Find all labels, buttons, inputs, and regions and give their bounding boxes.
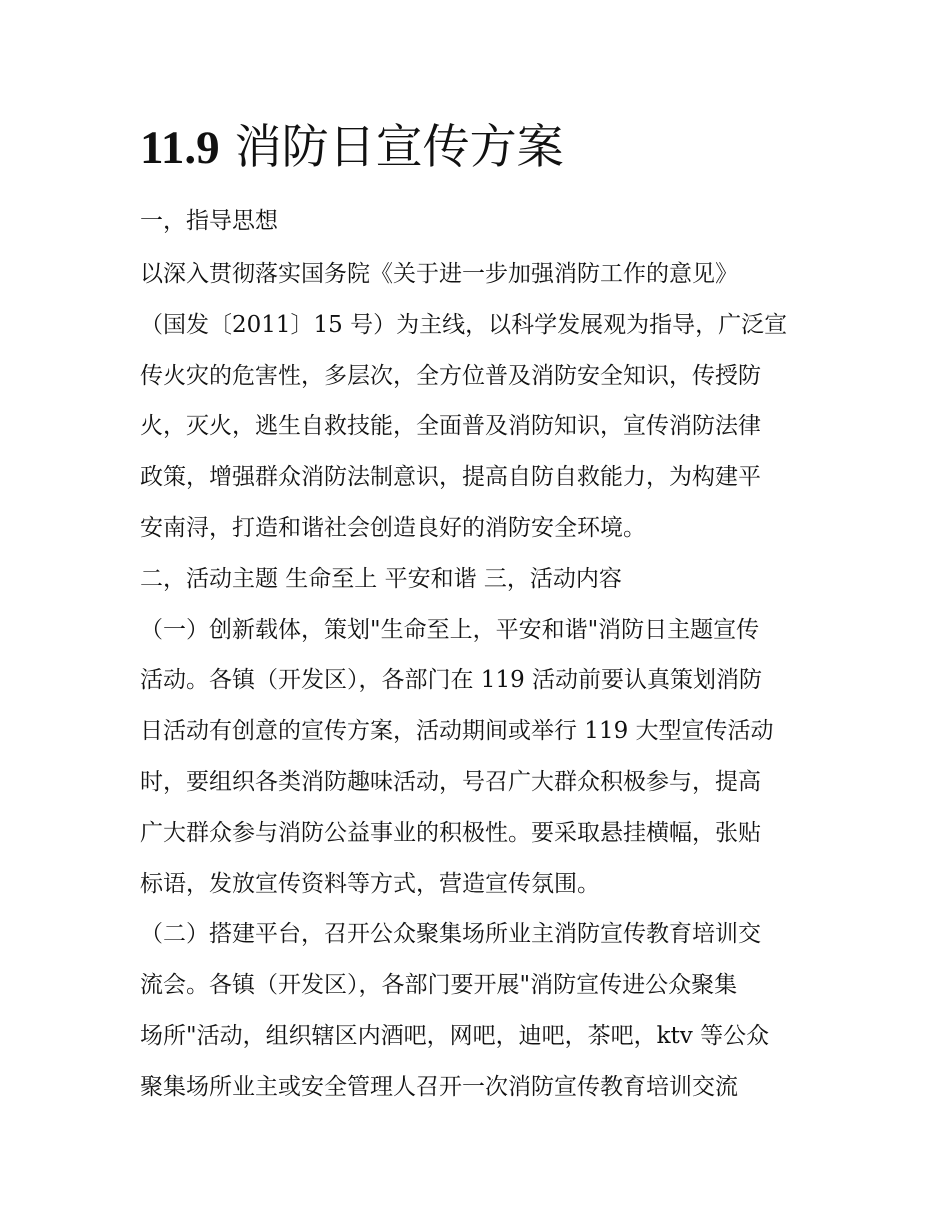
text-line: 以深入贯彻落实国务院《关于进一步加强消防工作的意见》 — [140, 261, 738, 287]
text-line: 场所"活动，组织辖区内酒吧，网吧，迪吧，茶吧，ktv 等公众 — [140, 1022, 770, 1049]
text-line: 活动。各镇（开发区），各部门在 119 活动前要认真策划消防 — [140, 667, 763, 694]
text-line: （二）搭建平台，召开公众聚集场所业主消防宣传教育培训交 — [140, 921, 761, 948]
text-line: 标语，发放宣传资料等方式，营造宣传氛围。 — [140, 870, 600, 897]
text-line: 传火灾的危害性，多层次，全方位普及消防安全知识，传授防 — [140, 362, 761, 389]
text-line: 时，要组织各类消防趣味活动，号召广大群众积极参与，提高 — [140, 768, 761, 795]
section-heading-guiding-ideology: 一，指导思想 — [140, 208, 278, 234]
document-title — [140, 118, 564, 178]
body-text — [140, 252, 820, 1116]
text-line: （国发〔2011〕15 号）为主线，以科学发展观为指导，广泛宣 — [140, 311, 788, 338]
text-line: 聚集场所业主或安全管理人召开一次消防宣传教育培训交流 — [140, 1073, 738, 1100]
text-line: 政策，增强群众消防法制意识，提高自防自救能力，为构建平 — [140, 464, 761, 491]
text-line: （一）创新载体，策划"生命至上，平安和谐"消防日主题宣传 — [140, 616, 760, 643]
text-line: 广大群众参与消防公益事业的积极性。要采取悬挂横幅，张贴 — [140, 819, 761, 846]
text-line: 流会。各镇（开发区），各部门要开展"消防宣传进公众聚集 — [140, 972, 738, 999]
title-number: 11.9 — [140, 122, 220, 174]
text-line: 安南浔，打造和谐社会创造良好的消防安全环境。 — [140, 514, 646, 541]
title-text: 消防日宣传方案 — [219, 120, 564, 175]
text-line: 火，灭火，逃生自救技能，全面普及消防知识，宣传消防法律 — [140, 413, 761, 440]
text-line: 二，活动主题 生命至上 平安和谐 三，活动内容 — [140, 565, 622, 592]
text-line: 日活动有创意的宣传方案，活动期间或举行 119 大型宣传活动 — [140, 718, 774, 745]
